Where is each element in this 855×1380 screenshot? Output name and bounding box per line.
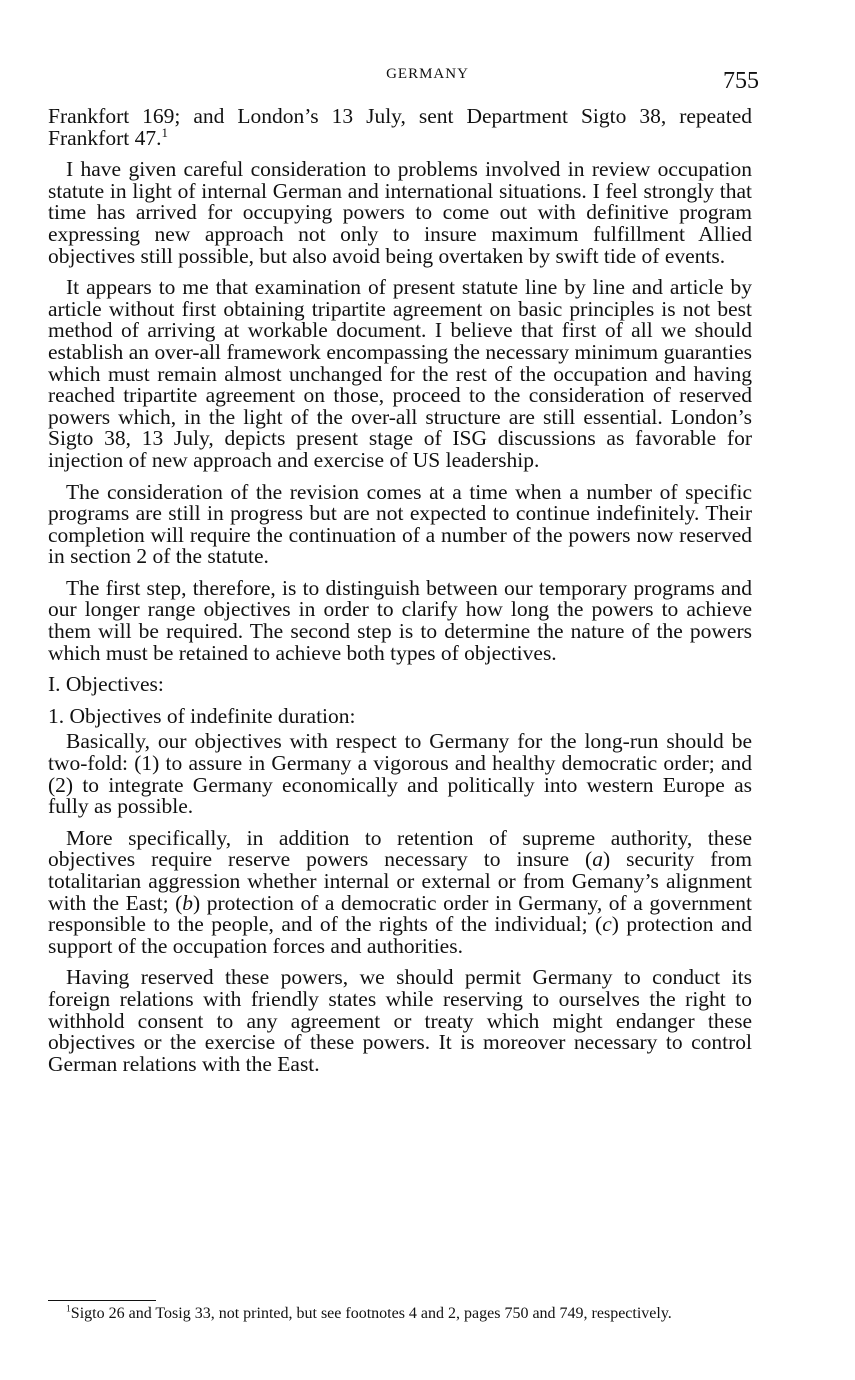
body-text	[48, 106, 752, 1085]
enumeration-letter: c	[602, 912, 612, 937]
paragraph: Having reserved these powers, we should permit Germany to conduct its foreign relations with friendly states while reserving to ourselves the right to withhold consent to any agreement or treaty which might endanger these objectives or the exercise of these powers. It is moreover necessary to control German relations with the East.	[48, 965, 752, 1076]
footnote-text: Sigto 26 and Tosig 33, not printed, but see footnotes 4 and 2, pages 750 and 749, respectively.	[70, 1305, 672, 1322]
paragraph: It appears to me that examination of present statute line by line and article by article without first obtaining tripartite agreement on basic principles is not best method of arriving at workable document. I believe that first of all we should establish an over-all framework encompassing the necessary minimum guaranties which must remain almost unchanged for the rest of the occupation and having reached tripartite agreement on those, proceed to the consideration of reserved powers which, in the light of the over-all structure are still essential. London’s Sigto 38, 13 July, depicts present stage of ISG discussions as favorable for injection of new approach and exercise of US leadership.	[48, 275, 752, 472]
enumeration-letter: b	[182, 890, 194, 915]
paragraph-text: ) security from totalitarian aggression whether internal or external or from Gemany’s alignment with the East; (	[48, 847, 752, 915]
running-head: GERMANY	[386, 66, 469, 82]
paragraph: Basically, our objectives with respect to Germany for the long-run should be two-fold: (1) to assure in Germany a vigorous and healthy democratic order; and (2) to integrate Germany economically and politically into western Europe as fully as possible.	[48, 729, 752, 819]
page-number: 755	[723, 68, 759, 94]
footnote	[48, 1305, 752, 1323]
section-heading: I. Objectives:	[48, 672, 164, 697]
paragraph-continued	[48, 106, 752, 149]
paragraph: I have given careful consideration to problems involved in review occupation statute in light of internal German and international situations. I feel strongly that time has arrived for occupying powers to come out with definitive program expressing new approach not only to insure maximum fulfillment Allied objectives still possible, but also avoid being overtaken by swift tide of events.	[48, 157, 752, 268]
paragraph-text: ) protection and support of the occupation forces and authorities.	[48, 912, 752, 958]
footnote-divider	[48, 1300, 156, 1301]
enumeration-letter: a	[592, 847, 603, 872]
subsection-heading: 1. Objectives of indefinite duration:	[48, 703, 356, 728]
paragraph-text: More specifically, in addition to retention of supreme authority, these objectives require reserve powers necessary to insure (	[48, 825, 752, 872]
paragraph-text: ) protection of a democratic order in Germany, of a government responsible to the people, and of the rights of the individual; (	[48, 890, 753, 937]
paragraph: The first step, therefore, is to distinguish between our temporary programs and our longer range objectives in order to clarify how long the powers to achieve them will be required. The second step is to determine the nature of the powers which must be retained to achieve both types of objectives.	[48, 575, 752, 665]
paragraph-text: Frankfort 169; and London’s 13 July, sent Department Sigto 38, repeated Frankfort 47.	[48, 104, 752, 150]
paragraph: The consideration of the revision comes at a time when a number of specific programs are still in progress but are not expected to continue indefinitely. Their completion will require the continuation of a number of the powers now reserved in section 2 of the statute.	[48, 479, 752, 569]
paragraph	[48, 825, 753, 958]
footnote-marker: 1	[66, 1303, 71, 1315]
footnote-reference: 1	[161, 125, 168, 140]
